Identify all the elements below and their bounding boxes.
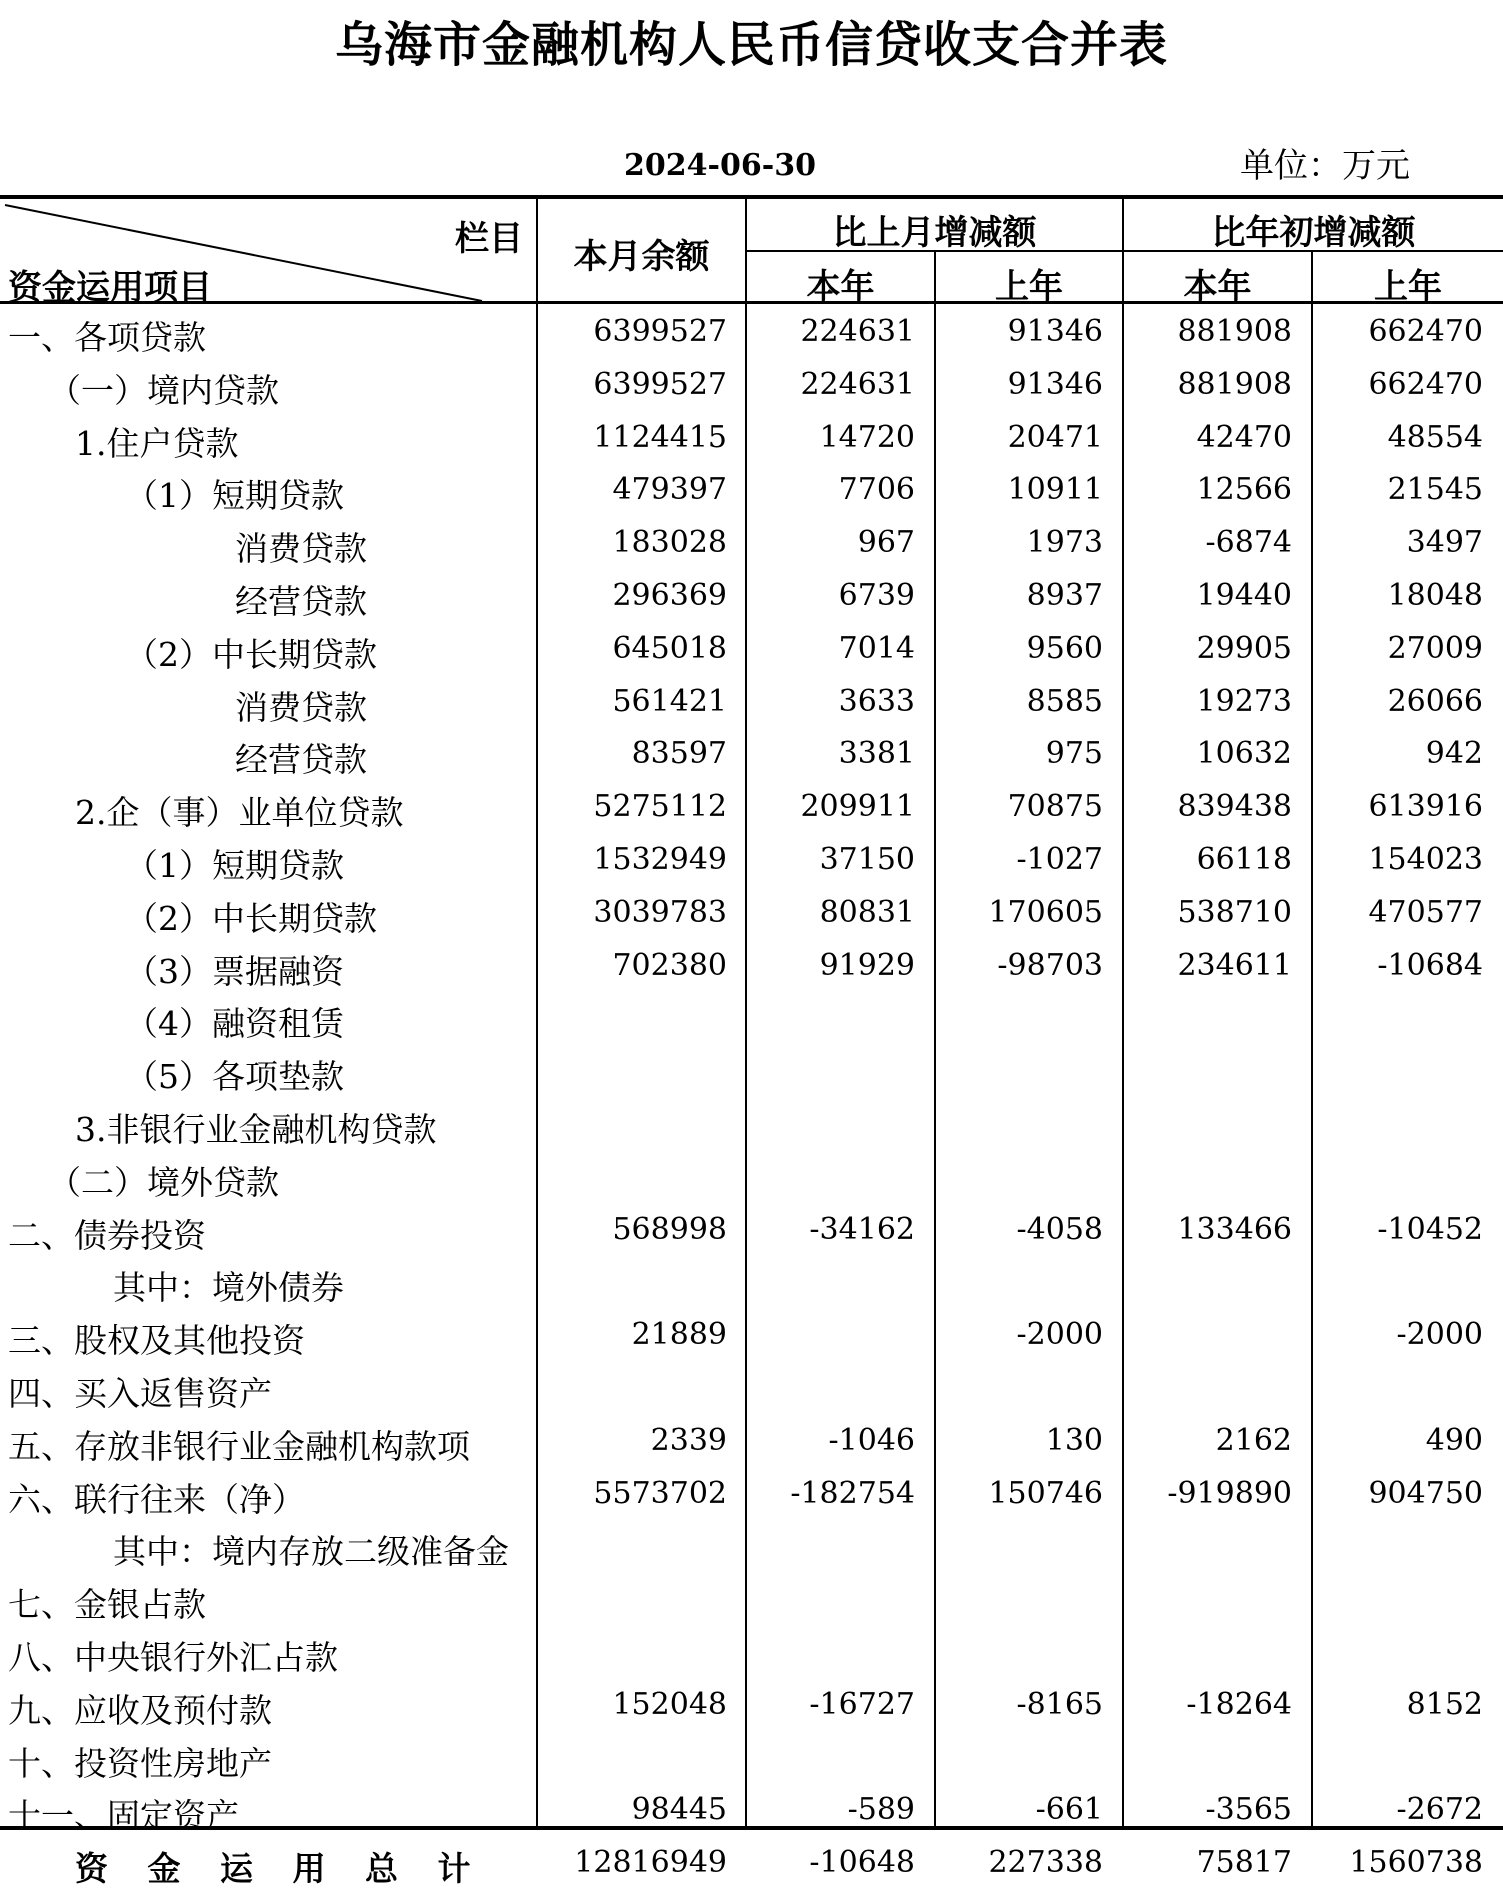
table-row: [0, 466, 1503, 519]
row-value-col-2: 80831: [819, 894, 915, 930]
row-value-col-3: 130: [1045, 1422, 1103, 1458]
row-value-col-2: -34162: [809, 1211, 915, 1247]
row-value-col-5: 18048: [1387, 578, 1483, 613]
row-label: 2.企（事）业单位贷款: [75, 793, 404, 833]
header-month-last-year: 上年: [995, 267, 1063, 307]
row-value-col-3: -661: [1035, 1792, 1103, 1828]
row-value-col-5: 3497: [1406, 525, 1483, 561]
table-row: [0, 1734, 1503, 1787]
row-value-col-4: 881908: [1177, 366, 1292, 402]
table-row: [0, 1470, 1503, 1523]
row-value-col-5: 27009: [1387, 630, 1483, 666]
row-value-col-1: 12816949: [574, 1845, 727, 1881]
row-label: 二、债券投资: [8, 1215, 206, 1255]
row-value-col-3: -98703: [997, 947, 1103, 983]
table-row: [0, 625, 1503, 678]
row-label: （2）中长期贷款: [125, 898, 377, 938]
row-label: 五、存放非银行业金融机构款项: [8, 1426, 470, 1466]
row-value-col-5: 470577: [1368, 894, 1483, 930]
row-value-col-5: -10684: [1377, 947, 1483, 983]
row-value-col-4: 19273: [1196, 683, 1292, 719]
row-value-col-5: 8152: [1406, 1686, 1483, 1722]
row-value-col-3: 1973: [1026, 525, 1103, 561]
row-value-col-4: 10632: [1196, 736, 1292, 772]
row-value-col-5: 26066: [1387, 683, 1483, 719]
row-value-col-1: 3039783: [593, 894, 727, 930]
row-value-col-5: -10452: [1377, 1211, 1483, 1247]
row-value-col-4: 19440: [1196, 578, 1292, 613]
row-value-col-4: -6874: [1205, 525, 1292, 561]
row-value-col-2: -16727: [809, 1686, 915, 1722]
row-label: （1）短期贷款: [125, 846, 344, 885]
row-value-col-5: 662470: [1368, 366, 1483, 402]
row-value-col-3: 150746: [988, 1475, 1103, 1511]
header-month-this-year: 本年: [806, 267, 875, 307]
table-row: [0, 1575, 1503, 1628]
row-value-col-4: 881908: [1177, 314, 1292, 349]
table-row: [0, 1258, 1503, 1311]
table-row: [0, 414, 1503, 467]
row-value-col-5: 904750: [1368, 1475, 1483, 1511]
row-label: （5）各项垫款: [125, 1057, 344, 1097]
row-value-col-2: -1046: [828, 1422, 915, 1458]
row-value-col-2: 224631: [800, 314, 915, 349]
row-value-col-5: 21545: [1387, 472, 1483, 508]
row-value-col-4: -3565: [1205, 1792, 1292, 1828]
row-value-col-3: -8165: [1016, 1686, 1103, 1722]
row-value-col-1: 702380: [612, 947, 727, 983]
table-row: [0, 1153, 1503, 1206]
row-value-col-2: 224631: [800, 366, 915, 402]
header-vs-year-start: 比年初增减额: [1211, 213, 1416, 253]
row-value-col-4: 234611: [1177, 947, 1292, 983]
row-label: （3）票据融资: [125, 951, 344, 991]
header-ytd-this-year: 本年: [1183, 267, 1252, 307]
table-row: [0, 1522, 1503, 1575]
row-label: 其中：境内存放二级准备金: [113, 1532, 509, 1572]
row-value-col-2: 967: [857, 525, 915, 561]
row-value-col-5: 613916: [1368, 789, 1483, 825]
table-row: [0, 572, 1503, 625]
row-value-col-1: 296369: [612, 578, 727, 613]
row-value-col-5: -2672: [1396, 1792, 1483, 1828]
row-value-col-5: 48554: [1387, 419, 1483, 455]
row-value-col-4: 133466: [1177, 1211, 1292, 1247]
row-label: 十、投资性房地产: [8, 1743, 272, 1783]
row-value-col-5: 662470: [1368, 314, 1483, 349]
row-value-col-3: -4058: [1016, 1211, 1103, 1247]
row-value-col-2: -589: [847, 1792, 915, 1828]
row-value-col-4: 538710: [1177, 894, 1292, 930]
header-ytd-last-year: 上年: [1374, 267, 1442, 307]
unit-label: 单位：万元: [1240, 146, 1410, 186]
header-item-label: 资金运用项目: [8, 268, 212, 308]
row-label: 七、金银占款: [8, 1585, 206, 1625]
table-row: [0, 361, 1503, 414]
table-row: [0, 1417, 1503, 1470]
row-value-col-5: 154023: [1368, 842, 1483, 877]
row-value-col-4: 12566: [1196, 472, 1292, 508]
row-value-col-4: 66118: [1196, 842, 1292, 877]
row-value-col-1: 568998: [612, 1211, 727, 1247]
row-label: 经营贷款: [235, 740, 367, 780]
row-label: 六、联行往来（净）: [8, 1479, 305, 1519]
row-label: 十一、固定资产: [8, 1796, 239, 1836]
row-value-col-3: 8585: [1026, 683, 1103, 719]
row-value-col-1: 6399527: [593, 314, 727, 349]
row-label: 八、中央银行外汇占款: [8, 1638, 338, 1677]
row-label: 消费贷款: [235, 529, 367, 569]
row-label: （2）中长期贷款: [125, 634, 377, 674]
table-row: [0, 1839, 1503, 1892]
table-row: [0, 783, 1503, 836]
row-value-col-3: -1027: [1016, 842, 1103, 877]
row-value-col-1: 83597: [631, 736, 727, 772]
row-value-col-3: 91346: [1007, 314, 1103, 349]
row-value-col-2: -182754: [790, 1475, 915, 1511]
row-label: （二）境外贷款: [48, 1162, 279, 1202]
table-row: [0, 1364, 1503, 1417]
row-value-col-2: 91929: [819, 947, 915, 983]
table-row: [0, 942, 1503, 995]
row-value-col-1: 152048: [612, 1686, 727, 1722]
row-value-col-5: -2000: [1396, 1317, 1483, 1353]
row-value-col-3: 9560: [1026, 630, 1103, 666]
row-value-col-1: 5275112: [593, 789, 727, 825]
table-row: [0, 1047, 1503, 1100]
row-label: 消费贷款: [235, 687, 367, 727]
page-title: 乌海市金融机构人民币信贷收支合并表: [334, 17, 1168, 73]
table-row: [0, 1311, 1503, 1364]
header-vs-last-month: 比上月增减额: [832, 213, 1037, 253]
row-label: 一、各项贷款: [8, 318, 206, 357]
table-row: [0, 1786, 1503, 1839]
row-value-col-3: 975: [1045, 736, 1103, 772]
row-value-col-3: 91346: [1007, 366, 1103, 402]
row-value-col-5: 942: [1425, 736, 1483, 772]
row-value-col-1: 2339: [650, 1422, 727, 1458]
row-value-col-4: 42470: [1196, 419, 1292, 455]
row-value-col-2: 3633: [838, 683, 915, 719]
row-value-col-1: 6399527: [593, 366, 727, 402]
row-value-col-3: 70875: [1007, 789, 1103, 825]
row-value-col-2: 6739: [838, 578, 915, 613]
row-label: 四、买入返售资产: [8, 1374, 272, 1413]
row-value-col-4: 29905: [1196, 630, 1292, 666]
table-row: [0, 994, 1503, 1047]
row-value-col-3: 170605: [988, 894, 1103, 930]
row-label: 资 金 运 用 总 计: [75, 1849, 485, 1889]
table-row: [0, 1100, 1503, 1153]
row-value-col-4: 75817: [1196, 1845, 1292, 1881]
row-value-col-2: 7706: [838, 472, 915, 508]
row-value-col-2: -10648: [809, 1845, 915, 1881]
row-value-col-1: 183028: [612, 525, 727, 561]
row-value-col-5: 1560738: [1349, 1845, 1483, 1881]
table-row: [0, 519, 1503, 572]
row-label: 九、应收及预付款: [8, 1690, 272, 1730]
report-date: 2024-06-30: [624, 148, 816, 183]
row-value-col-1: 21889: [631, 1317, 727, 1353]
row-value-col-3: 20471: [1007, 419, 1103, 455]
row-value-col-1: 1532949: [593, 842, 727, 877]
table-row: [0, 1206, 1503, 1259]
row-value-col-2: 3381: [838, 736, 915, 772]
row-value-col-1: 98445: [631, 1792, 727, 1828]
row-value-col-3: 8937: [1026, 578, 1103, 613]
row-label: （4）融资租赁: [125, 1004, 344, 1044]
row-value-col-3: 227338: [988, 1845, 1103, 1881]
table-row: [0, 678, 1503, 731]
row-value-col-5: 490: [1425, 1422, 1483, 1458]
row-label: 3.非银行业金融机构贷款: [75, 1110, 437, 1149]
table-row: [0, 836, 1503, 889]
row-value-col-2: 14720: [819, 419, 915, 455]
row-label: （1）短期贷款: [125, 476, 344, 516]
row-label: 1.住户贷款: [75, 423, 239, 463]
row-value-col-4: 839438: [1177, 789, 1292, 825]
row-value-col-1: 479397: [612, 472, 727, 508]
header-balance: 本月余额: [573, 237, 710, 277]
row-value-col-1: 5573702: [593, 1475, 727, 1511]
row-value-col-1: 561421: [612, 683, 727, 719]
row-label: 经营贷款: [235, 582, 367, 621]
row-value-col-2: 209911: [800, 789, 915, 825]
row-value-col-3: -2000: [1016, 1317, 1103, 1353]
row-label: （一）境内贷款: [48, 370, 279, 410]
row-value-col-3: 10911: [1007, 472, 1103, 508]
row-value-col-4: 2162: [1215, 1422, 1292, 1458]
row-label: 三、股权及其他投资: [8, 1321, 305, 1361]
table-row: [0, 889, 1503, 942]
row-label: 其中：境外债券: [113, 1268, 344, 1308]
table-row: [0, 1628, 1503, 1681]
row-value-col-4: -919890: [1167, 1475, 1292, 1511]
row-value-col-1: 645018: [612, 630, 727, 666]
table-row: [0, 308, 1503, 361]
table-row: [0, 1681, 1503, 1734]
header-column-label: 栏目: [455, 219, 523, 259]
row-value-col-2: 37150: [819, 842, 915, 877]
row-value-col-1: 1124415: [593, 419, 727, 455]
row-value-col-2: 7014: [838, 630, 915, 666]
table-row: [0, 730, 1503, 783]
row-value-col-4: -18264: [1186, 1686, 1292, 1722]
